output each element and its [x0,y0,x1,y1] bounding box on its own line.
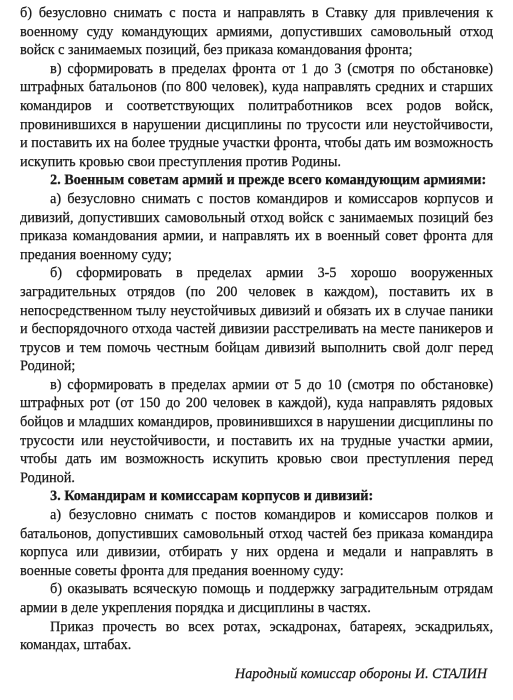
section-front-measures [20,4,493,171]
paragraph-v-front: в) сформировать в пределах фронта от 1 до 3 (смотря по обстановке) штрафных батальонов (по 800 человек), куда направлять средних и старших командиров и соответствующих политработников всех родов войск, провинившихся в нарушении дисциплины по трусости или неустойчивости, и поставить их на более трудные участки фронта, чтобы дать им возможность искупить кровью свои преступления против Родины. [20,60,493,170]
paragraph-v-army: в) сформировать в пределах армии от 5 до 10 (смотря по обстановке) штрафных рот (от 150 до 200 человек в каждой), куда направлять рядовых бойцов и младших командиров, провинившихся в нарушении дисциплины по трусости или неустойчивости, и поставить их на трудные участки армии, чтобы дать им возможность искупить кровью свои преступления перед Родиной. [20,376,493,486]
heading-corps-commanders: 3. Командирам и комиссарам корпусов и дивизий: [50,488,374,505]
section-corps-commanders [20,487,493,654]
paragraph-b-army: б) сформировать в пределах армии 3-5 хорошо вооруженных заградительных отрядов (по 200 человек в каждом), поставить их в непосредственном тылу неустойчивых дивизий и обязать их в случае паники и беспорядочного отхода частей дивизии расстреливать на месте паникеров и трусов и тем помочь честным бойцам дивизий выполнить свой долг перед Родиной; [20,265,493,375]
paragraph-a-corps: а) безусловно снимать с постов командиров и комиссаров полков и батальонов, допустивших самовольный отход частей без приказа командира корпуса или дивизии, отбирать у них ордена и медали и направлять в военные советы фронта для предания военному суду: [20,507,493,579]
paragraph-a-army: а) безусловно снимать с постов командиров и комиссаров корпусов и дивизий, допустивших самовольный отход войск с занимаемых позиций без приказа командования армии, и направлять их в военный совет фронта для предания военному суду; [20,190,493,263]
paragraph-order-read: Приказ прочесть во всех ротах, эскадронах, батареях, эскадрильях, командах, штабах. [20,618,493,654]
paragraph-b-corps: б) оказывать всяческую помощь и поддержку заградительным отрядам армии в деле укрепления порядка и дисциплины в частях. [20,581,493,616]
heading-army-councils: 2. Военным советам армий и прежде всего командующим армиями: [50,172,487,189]
paragraph-b-front: б) безусловно снимать с поста и направлять в Ставку для привлечения к военному суду командующих армиями, допустивших самовольный отход войск с занимаемых позиций, без приказа командования фронта; [20,5,493,59]
signature-line: Народный комиссар обороны И. СТАЛИН [234,665,487,682]
section-army-councils [20,171,493,487]
